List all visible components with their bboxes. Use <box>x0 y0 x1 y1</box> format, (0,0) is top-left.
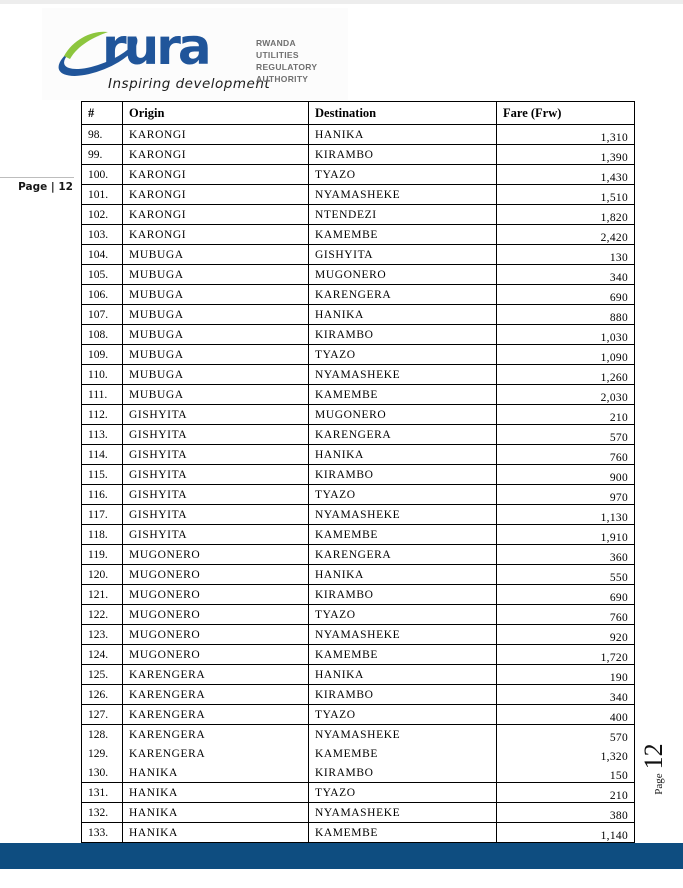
cell-fare: 1,720 <box>497 645 635 665</box>
cell-number: 120. <box>82 565 123 585</box>
cell-fare: 210 <box>497 783 635 803</box>
cell-destination: HANIKA <box>309 305 497 325</box>
cell-number: 109. <box>82 345 123 365</box>
cell-destination: HANIKA <box>309 125 497 145</box>
table-row <box>82 783 635 803</box>
cell-number: 121. <box>82 585 123 605</box>
table-row <box>82 185 635 205</box>
cell-origin: KARONGI <box>123 165 309 185</box>
cell-destination: TYAZO <box>309 783 497 803</box>
cell-origin: KARONGI <box>123 225 309 245</box>
cell-destination: KAMEMBE <box>309 823 497 843</box>
cell-number: 117. <box>82 505 123 525</box>
cell-number: 106. <box>82 285 123 305</box>
cell-destination: KIRAMBO <box>309 763 497 783</box>
cell-fare: 760 <box>497 445 635 465</box>
cell-destination: NYAMASHEKE <box>309 625 497 645</box>
cell-destination: KAMEMBE <box>309 525 497 545</box>
cell-destination: NTENDEZI <box>309 205 497 225</box>
cell-number: 126. <box>82 685 123 705</box>
rotated-page-digits: 12 <box>639 743 668 770</box>
cell-fare: 210 <box>497 405 635 425</box>
org-line: RWANDA <box>256 38 296 48</box>
table-row <box>82 545 635 565</box>
cell-destination: KIRAMBO <box>309 325 497 345</box>
table-row <box>82 125 635 145</box>
table-row <box>82 245 635 265</box>
cell-origin: MUGONERO <box>123 645 309 665</box>
cell-origin: MUBUGA <box>123 385 309 405</box>
table-row <box>82 823 635 843</box>
cell-destination: KAMEMBE <box>309 744 497 763</box>
cell-origin: GISHYITA <box>123 425 309 445</box>
cell-destination: TYAZO <box>309 485 497 505</box>
cell-destination: HANIKA <box>309 445 497 465</box>
table-row <box>82 505 635 525</box>
table-row <box>82 605 635 625</box>
cell-number: 131. <box>82 783 123 803</box>
cell-number: 102. <box>82 205 123 225</box>
cell-fare: 1,510 <box>497 185 635 205</box>
org-line: AUTHORITY <box>256 74 309 84</box>
cell-origin: KARENGERA <box>123 665 309 685</box>
table-row <box>82 485 635 505</box>
org-line: UTILITIES <box>256 50 299 60</box>
header-number: # <box>82 102 123 125</box>
table-row <box>82 465 635 485</box>
cell-fare: 760 <box>497 605 635 625</box>
cell-number: 115. <box>82 465 123 485</box>
cell-fare: 190 <box>497 665 635 685</box>
cell-origin: MUBUGA <box>123 265 309 285</box>
cell-destination: NYAMASHEKE <box>309 365 497 385</box>
table-row <box>82 345 635 365</box>
cell-number: 124. <box>82 645 123 665</box>
cell-destination: KIRAMBO <box>309 465 497 485</box>
cell-origin: KARONGI <box>123 145 309 165</box>
table-row <box>82 445 635 465</box>
cell-fare: 1,030 <box>497 325 635 345</box>
cell-fare: 1,090 <box>497 345 635 365</box>
header-origin: Origin <box>123 102 309 125</box>
table-header-row <box>82 102 635 125</box>
table-row <box>82 744 635 763</box>
cell-fare: 970 <box>497 485 635 505</box>
org-line: REGULATORY <box>256 62 318 72</box>
rura-logo <box>42 8 348 100</box>
cell-origin: KARONGI <box>123 185 309 205</box>
cell-number: 129. <box>82 744 123 763</box>
cell-fare: 1,390 <box>497 145 635 165</box>
table-row <box>82 585 635 605</box>
table-row <box>82 145 635 165</box>
cell-origin: KARENGERA <box>123 725 309 745</box>
cell-number: 104. <box>82 245 123 265</box>
cell-destination: KAMEMBE <box>309 385 497 405</box>
cell-fare: 130 <box>497 245 635 265</box>
table-row <box>82 365 635 385</box>
cell-number: 105. <box>82 265 123 285</box>
table-row <box>82 763 635 783</box>
cell-origin: GISHYITA <box>123 445 309 465</box>
cell-destination: HANIKA <box>309 665 497 685</box>
cell-destination: TYAZO <box>309 345 497 365</box>
cell-destination: KAMEMBE <box>309 645 497 665</box>
cell-fare: 340 <box>497 265 635 285</box>
cell-destination: TYAZO <box>309 705 497 725</box>
cell-number: 122. <box>82 605 123 625</box>
cell-origin: MUBUGA <box>123 305 309 325</box>
cell-fare: 1,310 <box>497 125 635 145</box>
table-row <box>82 645 635 665</box>
left-footer-divider <box>0 177 74 178</box>
footer-bar <box>0 843 683 869</box>
cell-number: 103. <box>82 225 123 245</box>
cell-number: 119. <box>82 545 123 565</box>
cell-destination: NYAMASHEKE <box>309 185 497 205</box>
cell-fare: 400 <box>497 705 635 725</box>
cell-number: 110. <box>82 365 123 385</box>
rura-wordmark: rura <box>102 18 209 76</box>
cell-destination: KIRAMBO <box>309 585 497 605</box>
cell-destination: MUGONERO <box>309 265 497 285</box>
rotated-page-word: Page <box>653 773 665 795</box>
cell-origin: MUBUGA <box>123 325 309 345</box>
cell-destination: KIRAMBO <box>309 145 497 165</box>
cell-fare: 1,910 <box>497 525 635 545</box>
cell-number: 111. <box>82 385 123 405</box>
header-destination: Destination <box>309 102 497 125</box>
table-row <box>82 285 635 305</box>
table-row <box>82 725 635 745</box>
cell-number: 99. <box>82 145 123 165</box>
cell-fare: 2,030 <box>497 385 635 405</box>
cell-fare: 340 <box>497 685 635 705</box>
cell-destination: GISHYITA <box>309 245 497 265</box>
cell-number: 107. <box>82 305 123 325</box>
cell-number: 100. <box>82 165 123 185</box>
cell-fare: 570 <box>497 425 635 445</box>
cell-number: 118. <box>82 525 123 545</box>
cell-fare: 1,130 <box>497 505 635 525</box>
cell-origin: HANIKA <box>123 803 309 823</box>
table-row <box>82 625 635 645</box>
cell-origin: HANIKA <box>123 783 309 803</box>
cell-destination: NYAMASHEKE <box>309 725 497 745</box>
cell-destination: KIRAMBO <box>309 685 497 705</box>
cell-number: 133. <box>82 823 123 843</box>
cell-origin: MUBUGA <box>123 245 309 265</box>
cell-origin: KARONGI <box>123 205 309 225</box>
cell-number: 123. <box>82 625 123 645</box>
cell-origin: MUGONERO <box>123 625 309 645</box>
org-name-block <box>256 37 317 85</box>
cell-origin: GISHYITA <box>123 505 309 525</box>
cell-origin: GISHYITA <box>123 525 309 545</box>
cell-destination: MUGONERO <box>309 405 497 425</box>
rotated-page-number <box>639 714 671 824</box>
table-row <box>82 685 635 705</box>
cell-fare: 1,140 <box>497 823 635 843</box>
cell-origin: MUBUGA <box>123 345 309 365</box>
cell-destination: HANIKA <box>309 565 497 585</box>
table-row <box>82 325 635 345</box>
cell-number: 112. <box>82 405 123 425</box>
cell-origin: MUGONERO <box>123 565 309 585</box>
table-row <box>82 205 635 225</box>
cell-destination: TYAZO <box>309 605 497 625</box>
cell-number: 130. <box>82 763 123 783</box>
left-page-footer: Page | 12 <box>18 181 73 193</box>
cell-origin: MUBUGA <box>123 285 309 305</box>
table-row <box>82 225 635 245</box>
cell-number: 132. <box>82 803 123 823</box>
cell-origin: GISHYITA <box>123 405 309 425</box>
cell-fare: 1,430 <box>497 165 635 185</box>
cell-origin: KARENGERA <box>123 705 309 725</box>
cell-destination: TYAZO <box>309 165 497 185</box>
cell-number: 125. <box>82 665 123 685</box>
cell-origin: MUBUGA <box>123 365 309 385</box>
table-row <box>82 525 635 545</box>
cell-fare: 690 <box>497 585 635 605</box>
cell-fare: 380 <box>497 803 635 823</box>
table-row <box>82 705 635 725</box>
top-grey-strip <box>0 0 683 4</box>
cell-fare: 550 <box>497 565 635 585</box>
cell-number: 108. <box>82 325 123 345</box>
cell-origin: HANIKA <box>123 763 309 783</box>
table-row <box>82 665 635 685</box>
cell-origin: HANIKA <box>123 823 309 843</box>
cell-destination: NYAMASHEKE <box>309 803 497 823</box>
table-row <box>82 385 635 405</box>
cell-fare: 570 <box>497 725 635 745</box>
cell-fare: 900 <box>497 465 635 485</box>
cell-fare: 1,820 <box>497 205 635 225</box>
cell-origin: GISHYITA <box>123 485 309 505</box>
cell-fare: 690 <box>497 285 635 305</box>
cell-origin: KARONGI <box>123 125 309 145</box>
cell-number: 101. <box>82 185 123 205</box>
cell-origin: KARENGERA <box>123 685 309 705</box>
table-row <box>82 565 635 585</box>
header-fare: Fare (Frw) <box>497 102 635 125</box>
logo-tagline: Inspiring development <box>108 76 271 92</box>
cell-number: 98. <box>82 125 123 145</box>
cell-number: 127. <box>82 705 123 725</box>
cell-origin: MUGONERO <box>123 585 309 605</box>
cell-destination: KAMEMBE <box>309 225 497 245</box>
cell-number: 113. <box>82 425 123 445</box>
table-row <box>82 305 635 325</box>
cell-origin: KARENGERA <box>123 744 309 763</box>
cell-fare: 920 <box>497 625 635 645</box>
cell-fare: 2,420 <box>497 225 635 245</box>
cell-destination: NYAMASHEKE <box>309 505 497 525</box>
cell-fare: 360 <box>497 545 635 565</box>
cell-origin: MUGONERO <box>123 605 309 625</box>
table-row <box>82 405 635 425</box>
cell-destination: KARENGERA <box>309 285 497 305</box>
cell-fare: 1,260 <box>497 365 635 385</box>
cell-fare: 150 <box>497 763 635 783</box>
cell-number: 116. <box>82 485 123 505</box>
table-row <box>82 165 635 185</box>
cell-origin: MUGONERO <box>123 545 309 565</box>
cell-fare: 1,320 <box>497 744 635 763</box>
cell-fare: 880 <box>497 305 635 325</box>
cell-origin: GISHYITA <box>123 465 309 485</box>
table-row <box>82 803 635 823</box>
cell-destination: KARENGERA <box>309 425 497 445</box>
cell-number: 128. <box>82 725 123 745</box>
table-row <box>82 425 635 445</box>
cell-number: 114. <box>82 445 123 465</box>
fare-table <box>81 101 635 863</box>
fare-table-body <box>82 125 635 863</box>
table-row <box>82 265 635 285</box>
cell-destination: KARENGERA <box>309 545 497 565</box>
